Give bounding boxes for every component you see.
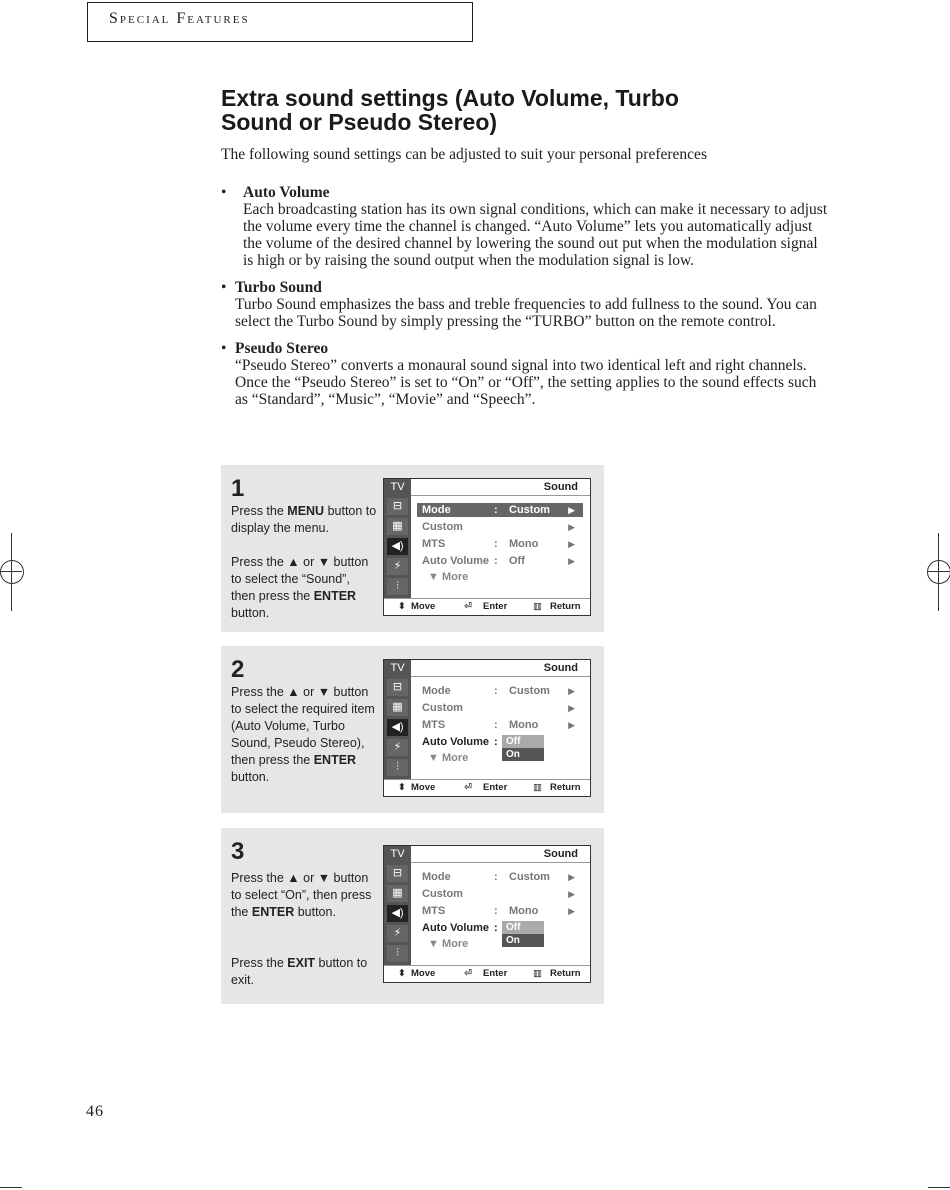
enter-icon: ⏎ (464, 782, 472, 793)
osd-footer (384, 598, 590, 615)
row-label: Custom (422, 521, 463, 533)
antenna-icon: ⚡ (387, 925, 408, 942)
move-icon: ⬍ (398, 601, 406, 612)
osd-menu-title: Sound (543, 481, 578, 493)
tv-label: TV (384, 479, 411, 495)
crop-mark (11, 533, 12, 611)
channel-icon: ▦ (387, 885, 408, 902)
osd-icon-bar (384, 862, 411, 965)
osd-more: ▼ More (428, 938, 469, 950)
step-text-part: button to display the menu. (231, 504, 377, 535)
bullet-turbo-sound (221, 279, 831, 330)
row-colon: : (494, 905, 498, 917)
setup-icon: ⫶ (387, 759, 408, 776)
key-name: EXIT (287, 956, 316, 970)
step-text-part: Press the ▲ or ▼ button to select the “Sound”, then press the (231, 555, 369, 603)
row-value: Mono (509, 538, 539, 550)
row-label: Custom (422, 702, 463, 714)
osd-row-auto-volume (417, 554, 583, 568)
key-name: ENTER (313, 589, 357, 603)
row-label: Mode (422, 685, 451, 697)
row-value: Custom (509, 504, 550, 516)
key-name: MENU (287, 504, 325, 518)
row-label: Auto Volume (422, 922, 490, 934)
footer-move: Move (411, 968, 436, 979)
footer-enter: Enter (483, 601, 508, 612)
row-colon: : (494, 685, 498, 697)
move-icon: ⬍ (398, 968, 406, 979)
step-text-part: button. (294, 905, 336, 919)
option-off: Off (502, 921, 544, 934)
return-icon: ▥ (533, 782, 542, 793)
row-label: Auto Volume (422, 555, 490, 567)
bullet-dot: • (221, 340, 227, 357)
arrow-right-icon: ▶ (568, 703, 575, 713)
step-1-panel (221, 465, 604, 632)
option-on: On (502, 748, 544, 761)
intro-text: The following sound settings can be adjusted to suit your personal preferences (221, 146, 707, 163)
bullet-body: Turbo Sound emphasizes the bass and treble frequencies to add fullness to the sound. You can select the Turbo Sound by simply pressing the “TURBO” button on the remote control. (235, 296, 817, 330)
step-text-part: button to exit. (231, 956, 368, 987)
row-label: Custom (422, 888, 463, 900)
enter-icon: ⏎ (464, 601, 472, 612)
bullet-dot: • (221, 184, 227, 201)
footer-move: Move (411, 782, 436, 793)
row-value: Custom (509, 871, 550, 883)
footer-return: Return (550, 782, 581, 793)
osd-row-custom (417, 887, 583, 901)
row-colon: : (494, 504, 498, 516)
osd-row-auto-volume (417, 735, 583, 749)
channel-icon: ▦ (387, 699, 408, 716)
bullet-body: “Pseudo Stereo” converts a monaural sound signal into two identical left and right channels. Once the “Pseudo Stereo” is set to “On” or “Off”, the setting applies to the sound effects such as “Standard”, “Music”, “Movie” and “Speech”. (235, 357, 817, 408)
osd-row-mts (417, 537, 583, 551)
arrow-right-icon: ▶ (568, 539, 575, 549)
osd-row-custom (417, 701, 583, 715)
osd-sound-menu (383, 478, 591, 616)
picture-icon: ⊟ (387, 498, 408, 515)
arrow-right-icon: ▶ (568, 505, 575, 515)
step-instructions (231, 870, 377, 989)
bullet-content (235, 279, 831, 330)
bullet-title: Pseudo Stereo (235, 340, 329, 357)
footer-enter: Enter (483, 968, 508, 979)
setup-icon: ⫶ (387, 945, 408, 962)
bullet-dot: • (221, 279, 227, 296)
crop-mark (928, 1187, 950, 1188)
osd-more: ▼ More (428, 571, 469, 583)
footer-return: Return (550, 968, 581, 979)
footer-move: Move (411, 601, 436, 612)
key-name: ENTER (313, 753, 357, 767)
return-icon: ▥ (533, 968, 542, 979)
option-on: On (502, 934, 544, 947)
row-colon: : (494, 719, 498, 731)
footer-enter: Enter (483, 782, 508, 793)
row-value: Mono (509, 719, 539, 731)
osd-row-mode (417, 503, 583, 517)
divider (411, 495, 590, 496)
antenna-icon: ⚡ (387, 739, 408, 756)
arrow-right-icon: ▶ (568, 906, 575, 916)
osd-icon-bar (384, 676, 411, 779)
arrow-right-icon: ▶ (568, 686, 575, 696)
osd-row-mode (417, 870, 583, 884)
step-text-part: Press the ▲ or ▼ button to select “On”, then press the (231, 871, 372, 919)
step-number: 3 (231, 838, 245, 865)
osd-sound-menu (383, 659, 591, 797)
registration-mark (0, 560, 24, 584)
row-colon: : (494, 555, 498, 567)
bullet-title: Turbo Sound (235, 279, 322, 296)
arrow-right-icon: ▶ (568, 556, 575, 566)
speaker-icon: ◀) (387, 538, 408, 555)
step-number: 2 (231, 656, 245, 683)
crop-mark (938, 533, 939, 611)
key-name: ENTER (251, 905, 295, 919)
osd-row-auto-volume (417, 921, 583, 935)
bullet-pseudo-stereo (221, 340, 831, 408)
osd-menu-title: Sound (543, 662, 578, 674)
row-label: Mode (422, 871, 451, 883)
speaker-icon: ◀) (387, 719, 408, 736)
osd-icon-bar (384, 495, 411, 598)
row-label: MTS (422, 719, 446, 731)
row-colon: : (494, 736, 498, 748)
osd-row-custom (417, 520, 583, 534)
row-colon: : (494, 538, 498, 550)
bullet-auto-volume (221, 184, 831, 269)
row-colon: : (494, 871, 498, 883)
crop-mark (928, 571, 950, 572)
step-instructions (231, 684, 377, 786)
tv-label: TV (384, 660, 411, 676)
antenna-icon: ⚡ (387, 558, 408, 575)
row-value: Off (509, 555, 525, 567)
divider (411, 676, 590, 677)
picture-icon: ⊟ (387, 679, 408, 696)
step-instructions (231, 503, 377, 622)
arrow-right-icon: ▶ (568, 889, 575, 899)
crop-mark (0, 1187, 22, 1188)
page-title-line2: Sound or Pseudo Stereo) (221, 109, 498, 135)
setup-icon: ⫶ (387, 578, 408, 595)
row-value: Custom (509, 685, 550, 697)
step-2-panel (221, 646, 604, 813)
osd-footer (384, 965, 590, 982)
osd-sound-menu (383, 845, 591, 983)
enter-icon: ⏎ (464, 968, 472, 979)
bullet-list (221, 184, 831, 408)
row-value: Mono (509, 905, 539, 917)
bullet-content (243, 184, 831, 269)
option-off: Off (502, 735, 544, 748)
row-label: MTS (422, 538, 446, 550)
row-colon: : (494, 922, 498, 934)
arrow-right-icon: ▶ (568, 522, 575, 532)
arrow-right-icon: ▶ (568, 872, 575, 882)
section-title: Special Features (109, 10, 250, 27)
row-label: MTS (422, 905, 446, 917)
divider (411, 862, 590, 863)
row-label: Auto Volume (422, 736, 490, 748)
osd-more: ▼ More (428, 752, 469, 764)
footer-return: Return (550, 601, 581, 612)
step-text-part: Press the ▲ or ▼ button to select the required item (Auto Volume, Turbo Sound, Pseudo Stereo), then press the (231, 685, 375, 767)
return-icon: ▥ (533, 601, 542, 612)
picture-icon: ⊟ (387, 865, 408, 882)
osd-row-mts (417, 718, 583, 732)
step-text-part: button. (231, 770, 270, 784)
step-3-panel (221, 828, 604, 1004)
bullet-title: Auto Volume (243, 184, 330, 201)
page-title (221, 86, 831, 134)
bullet-content (235, 340, 831, 408)
row-label: Mode (422, 504, 451, 516)
osd-menu-title: Sound (543, 848, 578, 860)
osd-footer (384, 779, 590, 796)
speaker-icon: ◀) (387, 905, 408, 922)
tv-label: TV (384, 846, 411, 862)
main-content (221, 86, 831, 408)
move-icon: ⬍ (398, 782, 406, 793)
step-text-part: button. (231, 606, 270, 620)
page-number: 46 (86, 1103, 104, 1120)
step-number: 1 (231, 475, 245, 502)
step-text-part: Press the (231, 956, 288, 970)
step-text-part: Press the (231, 504, 288, 518)
osd-row-mode (417, 684, 583, 698)
osd-row-mts (417, 904, 583, 918)
arrow-right-icon: ▶ (568, 720, 575, 730)
channel-icon: ▦ (387, 518, 408, 535)
bullet-body: Each broadcasting station has its own signal conditions, which can make it necessary to adjust the volume every time the channel is changed. “Auto Volume” lets you automatically adjust the volume of the desired channel by lowering the sound out put when the modulation signal is high or by raising the sound output when the modulation signal is low. (243, 201, 828, 269)
page-title-line1: Extra sound settings (Auto Volume, Turbo (221, 85, 679, 111)
